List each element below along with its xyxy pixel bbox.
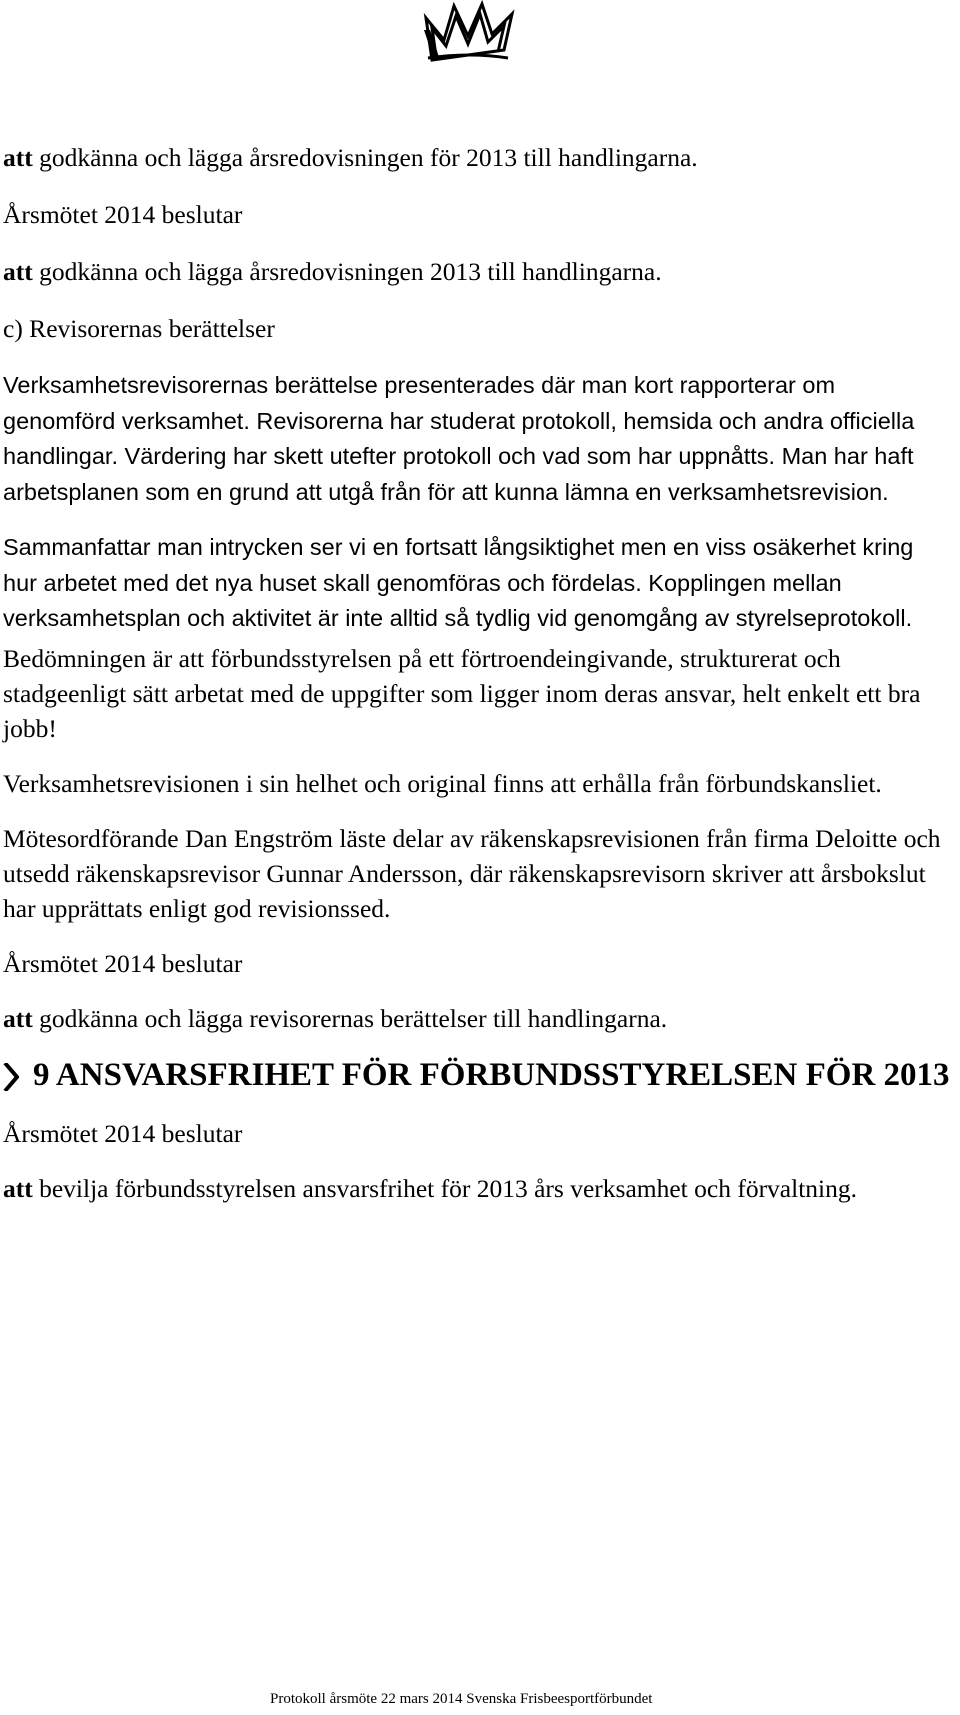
heading-bullet-icon bbox=[3, 1062, 19, 1090]
paragraph bbox=[3, 140, 953, 175]
paragraph: Sammanfattar man intrycken ser vi en fortsatt långsiktighet men en viss osäkerhet kring hur arbetet med det nya huset skall genomföras och fördelas. Kopplingen mellan verksamhetsplan och aktivitet är inte alltid så tydlig vid genomgång av styrelseprotokoll. bbox=[3, 534, 914, 631]
decision-heading: Årsmötet 2014 beslutar bbox=[3, 1118, 243, 1148]
paragraph: Verksamhetsrevisorernas berättelse presenterades där man kort rapporterar om genomförd verksamhet. Revisorerna har studerat protokoll, hemsida och andra officiella handlingar. Värdering har skett utefter protokoll och vad som har uppnåtts. Man har haft arbetsplanen som en grund att utgå från för att kunna lämna en verksamhetsrevision. bbox=[3, 372, 915, 505]
document-body bbox=[3, 140, 953, 1206]
att-keyword: att bbox=[3, 143, 33, 172]
att-keyword: att bbox=[3, 1003, 33, 1033]
decision-heading: Årsmötet 2014 beslutar bbox=[3, 948, 243, 978]
page-footer: Protokoll årsmöte 22 mars 2014 Svenska Frisbeesportförbundet bbox=[270, 1691, 653, 1707]
paragraph: Mötesordförande Dan Engström läste delar av räkenskapsrevisionen från firma Deloitte och utsedd räkenskapsrevisor Gunnar Andersson, där räkenskapsrevisorn skriver att årsbokslut har upprättats enligt god revisionssed. bbox=[3, 823, 941, 923]
att-keyword: att bbox=[3, 1173, 33, 1203]
paragraph-text: bevilja förbundsstyrelsen ansvarsfrihet för 2013 års verksamhet och förvaltning. bbox=[32, 1173, 858, 1203]
att-keyword: att bbox=[3, 257, 33, 286]
section-heading bbox=[3, 1056, 953, 1094]
crown-logo-icon bbox=[420, 0, 530, 70]
paragraph: Verksamhetsrevisionen i sin helhet och original finns att erhålla från förbundskansliet. bbox=[3, 768, 882, 798]
paragraph-text: godkänna och lägga årsredovisningen för 2013 till handlingarna. bbox=[32, 143, 698, 172]
paragraph bbox=[3, 254, 953, 289]
decision-heading: Årsmötet 2014 beslutar bbox=[3, 200, 243, 229]
paragraph-text: godkänna och lägga årsredovisningen 2013 till handlingarna. bbox=[32, 257, 662, 286]
section-heading-text: 9 ANSVARSFRIHET FÖR FÖRBUNDSSTYRELSEN FÖR 2013 bbox=[33, 1056, 950, 1093]
paragraph bbox=[3, 1001, 953, 1036]
subsection-title: c) Revisorernas berättelser bbox=[3, 314, 275, 343]
paragraph: Bedömningen är att förbundsstyrelsen på ett förtroendeingivande, strukturerat och stadgeenligt sätt arbetat med de uppgifter som ligger inom deras ansvar, helt enkelt ett bra jobb! bbox=[3, 643, 921, 743]
paragraph bbox=[3, 1171, 953, 1206]
paragraph-text: godkänna och lägga revisorernas berättelser till handlingarna. bbox=[32, 1003, 668, 1033]
